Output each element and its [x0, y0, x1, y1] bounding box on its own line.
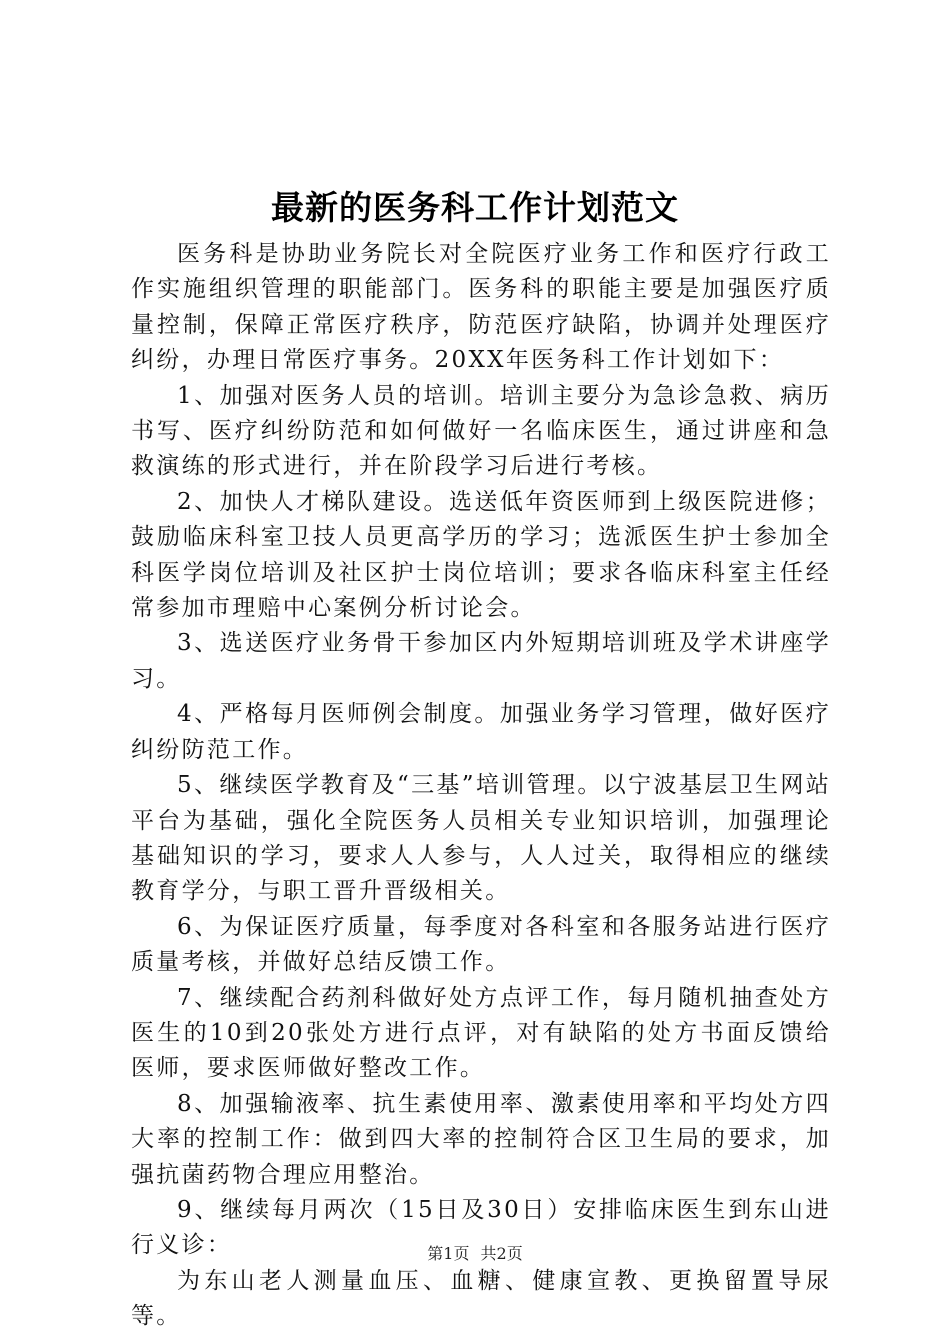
- plan-item-9: 9、继续每月两次（15日及30日）安排临床医生到东山进行义诊：: [131, 1196, 831, 1259]
- plan-item-1: 1、加强对医务人员的培训。培训主要分为急诊急救、病历书写、医疗纠纷防范和如何做好一名临床医生，通过讲座和急救演练的形式进行，并在阶段学习后进行考核。: [131, 382, 831, 480]
- plan-item-3: 3、选送医疗业务骨干参加区内外短期培训班及学术讲座学习。: [131, 630, 831, 692]
- plan-item-2: 2、加快人才梯队建设。选送低年资医师到上级医院进修；鼓励临床科室卫技人员更高学历的学习；选派医生护士参加全科医学岗位培训及社区护士岗位培训；要求各临床科室主任经常参加市理赔中心案例分析讨论会。: [131, 488, 831, 622]
- plan-item-5: 5、继续医学教育及“三基”培训管理。以宁波基层卫生网站平台为基础，强化全院医务人员相关专业知识培训，加强理论基础知识的学习，要求人人参与，人人过关，取得相应的继续教育学分，与职工晋升晋级相关。: [131, 772, 831, 905]
- document-body: [131, 237, 831, 1335]
- page-number-total: 共2页: [480, 1244, 523, 1263]
- plan-item-8: 8、加强输液率、抗生素使用率、激素使用率和平均处方四大率的控制工作：做到四大率的控制符合区卫生局的要求，加强抗菌药物合理应用整治。: [131, 1090, 831, 1188]
- plan-item-6: 6、为保证医疗质量，每季度对各科室和各服务站进行医疗质量考核，并做好总结反馈工作。: [131, 913, 831, 976]
- intro-paragraph: 医务科是协助业务院长对全院医疗业务工作和医疗行政工作实施组织管理的职能部门。医务科的职能主要是加强医疗质量控制，保障正常医疗秩序，防范医疗缺陷，协调并处理医疗纠纷，办理日常医疗事务。20XX年医务科工作计划如下：: [131, 241, 831, 374]
- page-number-current: 第1页: [427, 1244, 470, 1263]
- document-title: 最新的医务科工作计划范文: [271, 188, 679, 227]
- plan-item-4: 4、严格每月医师例会制度。加强业务学习管理，做好医疗纠纷防范工作。: [131, 701, 831, 763]
- page-footer: [0, 1244, 950, 1264]
- plan-item-7: 7、继续配合药剂科做好处方点评工作，每月随机抽查处方医生的10到20张处方进行点评，对有缺陷的处方书面反馈给医师，要求医师做好整改工作。: [131, 984, 831, 1082]
- plan-item-9-detail: 为东山老人测量血压、血糖、健康宣教、更换留置导尿等。: [131, 1267, 831, 1330]
